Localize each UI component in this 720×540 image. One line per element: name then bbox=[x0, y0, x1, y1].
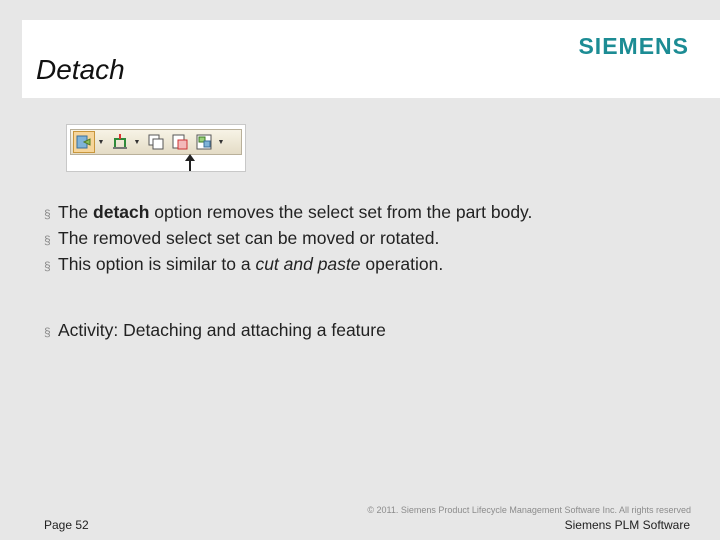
activity-text: Activity: Detaching and attaching a feature bbox=[58, 320, 386, 340]
bullet-item bbox=[44, 252, 704, 278]
bullet-list bbox=[44, 200, 704, 278]
toolbar bbox=[70, 129, 242, 155]
toolbar-screenshot bbox=[66, 124, 246, 172]
siemens-logo: SIEMENS bbox=[578, 33, 689, 59]
feature-icon bbox=[195, 133, 213, 151]
feature-button[interactable] bbox=[193, 131, 215, 153]
copyright-notice: © 2011. Siemens Product Lifecycle Management Software Inc. All rights reserved bbox=[367, 505, 691, 515]
bullet-marker: § bbox=[44, 207, 51, 221]
bullet-marker: § bbox=[44, 325, 51, 339]
bullet-marker: § bbox=[44, 233, 51, 247]
detach-icon bbox=[75, 133, 93, 151]
detach-dropdown-icon[interactable]: ▼ bbox=[97, 138, 105, 146]
detach-button[interactable] bbox=[73, 131, 95, 153]
feature-dropdown-icon[interactable]: ▼ bbox=[217, 138, 225, 146]
copy-button[interactable] bbox=[145, 131, 167, 153]
bullet-item bbox=[44, 200, 704, 226]
bullet-marker: § bbox=[44, 259, 51, 273]
attach-button[interactable] bbox=[109, 131, 131, 153]
slide-header bbox=[22, 20, 720, 98]
pointer-line bbox=[189, 157, 191, 171]
attach-dropdown-icon[interactable]: ▼ bbox=[133, 138, 141, 146]
copy-icon bbox=[147, 133, 165, 151]
slide-title: Detach bbox=[36, 54, 125, 85]
bullet-text: The detach option removes the select set from the part body. bbox=[58, 202, 533, 222]
paste-button[interactable] bbox=[169, 131, 191, 153]
paste-icon bbox=[171, 133, 189, 151]
activity-item bbox=[44, 318, 386, 344]
bullet-item bbox=[44, 226, 704, 252]
bullet-text: The removed select set can be moved or rotated. bbox=[58, 228, 440, 248]
bullet-text: This option is similar to a cut and paste operation. bbox=[58, 254, 444, 274]
footer-brand: Siemens PLM Software bbox=[564, 518, 690, 532]
attach-icon bbox=[111, 133, 129, 151]
page-number: Page 52 bbox=[44, 518, 89, 532]
